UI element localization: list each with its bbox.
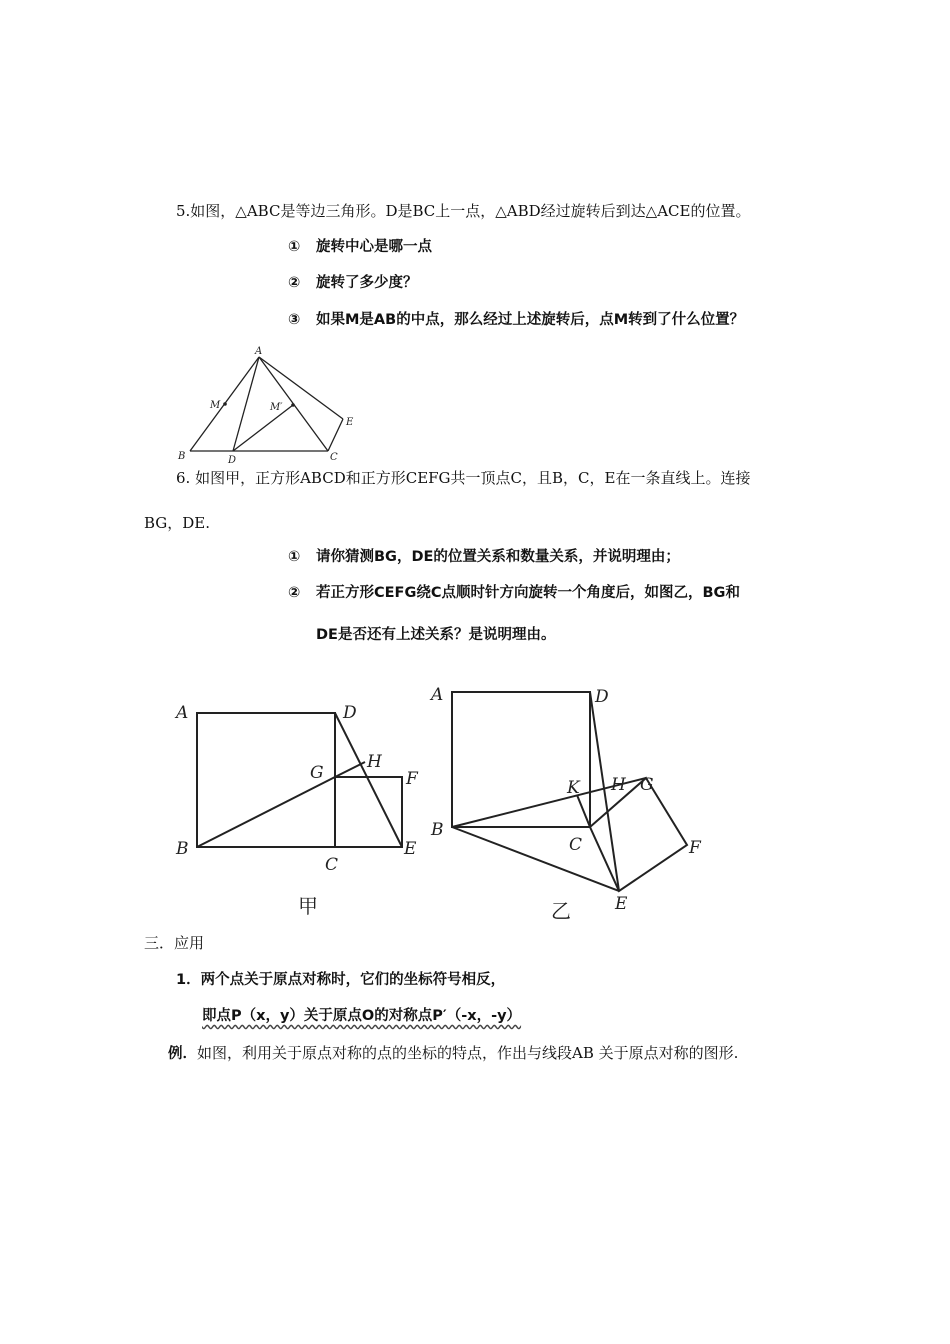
item-text: 请你猜测BG，DE的位置关系和数量关系，并说明理由；	[316, 549, 680, 565]
label-g: G	[310, 763, 324, 783]
square-abcd	[452, 692, 590, 827]
item-text: 旋转中心是哪一点	[316, 239, 432, 255]
label-b: B	[176, 839, 189, 859]
square-cefg	[335, 777, 402, 847]
segment-gh	[335, 762, 365, 777]
q5-item-1	[288, 237, 432, 257]
label-e: E	[615, 894, 628, 914]
label-f: F	[406, 769, 418, 789]
point-1-formula: 即点P（x，y）关于原点O的对称点P′（-x，-y）	[202, 1008, 522, 1024]
q6-figure-jia	[170, 680, 420, 930]
label-e: E	[404, 839, 417, 859]
item-number: ①	[288, 549, 301, 565]
q6-item-2	[288, 583, 740, 603]
q6-figure-yi	[425, 680, 715, 930]
point-m-prime	[291, 403, 295, 407]
label-h: H	[367, 752, 382, 772]
caption-jia: 甲	[298, 894, 318, 918]
label-b: B	[178, 451, 186, 462]
label-h: H	[611, 775, 626, 795]
example-label: 例．	[168, 1046, 197, 1062]
q6-item-2-continuation: DE是否还有上述关系？是说明理由。	[316, 627, 556, 643]
label-k: K	[567, 778, 580, 798]
item-text: 若正方形CEFG绕C点顺时针方向旋转一个角度后，如图乙，BG和	[316, 585, 740, 601]
segment-dm	[233, 405, 293, 451]
example-text: 如图，利用关于原点对称的点的坐标的特点，作出与线段AB 关于原点对称的图形.	[197, 1044, 739, 1062]
label-c: C	[330, 452, 338, 463]
segment-ad	[233, 357, 259, 451]
label-f: F	[689, 838, 701, 858]
label-m-prime: M′	[270, 402, 283, 413]
q5-item-2	[288, 273, 418, 293]
label-d: D	[343, 703, 357, 723]
point-1-line-2	[202, 1006, 521, 1026]
item-number: ①	[288, 239, 301, 255]
label-a: A	[255, 346, 263, 357]
label-c: C	[325, 855, 339, 875]
item-number: ②	[288, 275, 301, 291]
q6-item-1	[288, 547, 680, 567]
point-1-line-1: 1．两个点关于原点对称时，它们的坐标符号相反，	[176, 972, 506, 988]
segment-de	[335, 713, 402, 847]
item-number: ③	[288, 312, 301, 328]
q6-stem-line2: BG，DE.	[144, 514, 211, 532]
example-line	[168, 1043, 738, 1064]
label-m: M	[210, 400, 221, 411]
segment-ck	[577, 795, 590, 827]
section-heading: 三．应用	[144, 934, 205, 952]
item-text: 如果M是AB的中点，那么经过上述旋转后，点M转到了什么位置？	[316, 312, 745, 328]
label-b: B	[431, 820, 444, 840]
label-a: A	[431, 685, 444, 705]
label-e: E	[346, 417, 354, 428]
label-g: G	[640, 775, 654, 795]
caption-yi: 乙	[551, 899, 571, 923]
q5-triangle-figure	[170, 343, 360, 466]
label-d: D	[228, 455, 237, 466]
point-m	[223, 402, 227, 406]
label-c: C	[569, 835, 583, 855]
item-text: 旋转了多少度？	[316, 275, 418, 291]
segment-ce	[328, 419, 343, 451]
q5-item-3	[288, 310, 744, 330]
label-d: D	[595, 687, 609, 707]
q5-stem: 5.如图，△ABC是等边三角形。D是BC上一点，△ABD经过旋转后到达△ACE的位置。	[176, 202, 751, 220]
q6-stem-line1: 6. 如图甲，正方形ABCD和正方形CEFG共一顶点C，且B，C，E在一条直线上。连接	[176, 469, 751, 487]
label-a: A	[176, 703, 189, 723]
item-number: ②	[288, 585, 301, 601]
segment-bg	[197, 777, 335, 847]
